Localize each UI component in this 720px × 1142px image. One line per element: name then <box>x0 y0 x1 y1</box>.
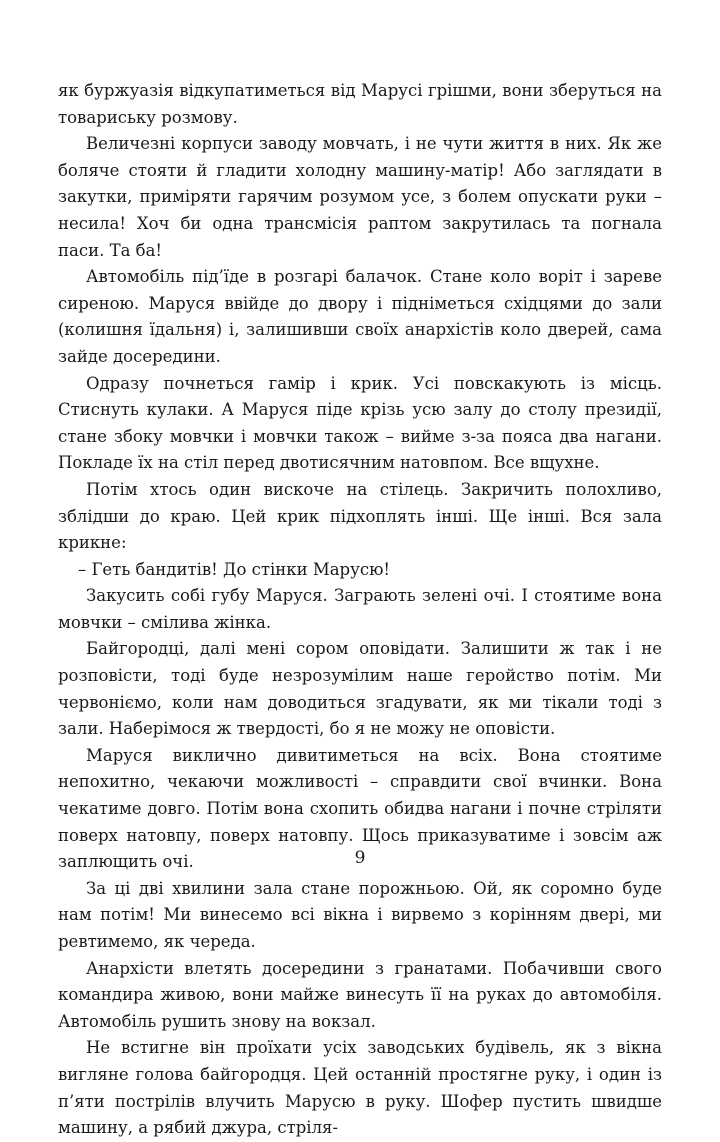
paragraph: Закусить собі губу Маруся. Заграють зелені очі. І стоятиме вона мовчки – смілива жінка. <box>58 586 662 632</box>
paragraph: Маруся виклично дивитиметься на всіх. Вона стоятиме непохитно, чекаючи можливості – справдити свої вчинки. Вона чекатиме довго. Потім вона схопить обидва нагани і почне стріляти поверх натовпу, поверх натовпу. Щось приказуватиме і зовсім аж заплющить очі. <box>58 745 662 872</box>
paragraph: Байгородці, далі мені сором оповідати. Залишити ж так і не розповісти, тоді буде незрозумілим наше геройство потім. Ми червоніємо, коли нам доводиться згадувати, як ми тікали тоді з зали. Наберімося ж твердості, бо я не можу не оповісти. <box>58 639 662 739</box>
page-number: 9 <box>354 848 366 868</box>
dialogue-line: – Геть бандитів! До стінки Марусю! <box>78 559 391 579</box>
paragraph: Автомобіль під’їде в розгарі балачок. Стане коло воріт і зареве сиреною. Маруся ввійде до двору і підніметься східцями до зали (колишня їдальня) і, залишивши своїх анархістів коло дверей, сама зайде досередини. <box>58 267 662 366</box>
body-text <box>58 78 662 1142</box>
paragraph: як буржуазія відкупатиметься від Марусі грішми, вони зберуться на товариську розмову. <box>58 81 662 127</box>
paragraph: За ці дві хвилини зала стане порожньою. Ой, як соромно буде нам потім! Ми винесемо всі вікна і вирвемо з корінням двері, ми ревтимемо, як череда. <box>58 878 662 951</box>
paragraph: Величезні корпуси заводу мовчать, і не чути життя в них. Як же боляче стояти й гладити холодну машину-матір! Або заглядати в закутки, приміряти гарячим розумом усе, з болем опускати руки – несила! Хоч би одна трансмісія раптом закрутилась та погнала паси. Та ба! <box>58 134 662 260</box>
paragraph: Анархісти влетять досередини з гранатами. Побачивши свого командира живою, вони майже винесуть її на руках до автомобіля. Автомобіль рушить знову на вокзал. <box>58 958 662 1031</box>
paragraph: Не встигне він проїхати усіх заводських будівель, як з вікна вигляне голова байгородця. Цей останній простягне руку, і один із п’яти пострілів влучить Марусю в руку. Шофер пустить швидше машину, а рябий джура, стріля- <box>58 1038 662 1138</box>
paragraph: Потім хтось один вискоче на стілець. Закричить полохливо, зблідши до краю. Цей крик підхоплять інші. Ще інші. Вся зала крикне: <box>58 479 662 553</box>
paragraph: Одразу почнеться гамір і крик. Усі повскакують із місць. Стиснуть кулаки. А Маруся піде крізь усю залу до столу президії, стане збоку мовчки і мовчки також – вийме з-за пояса два нагани. Покладе їх на стіл перед двотисячним натовпом. Все вщухне. <box>58 373 662 473</box>
